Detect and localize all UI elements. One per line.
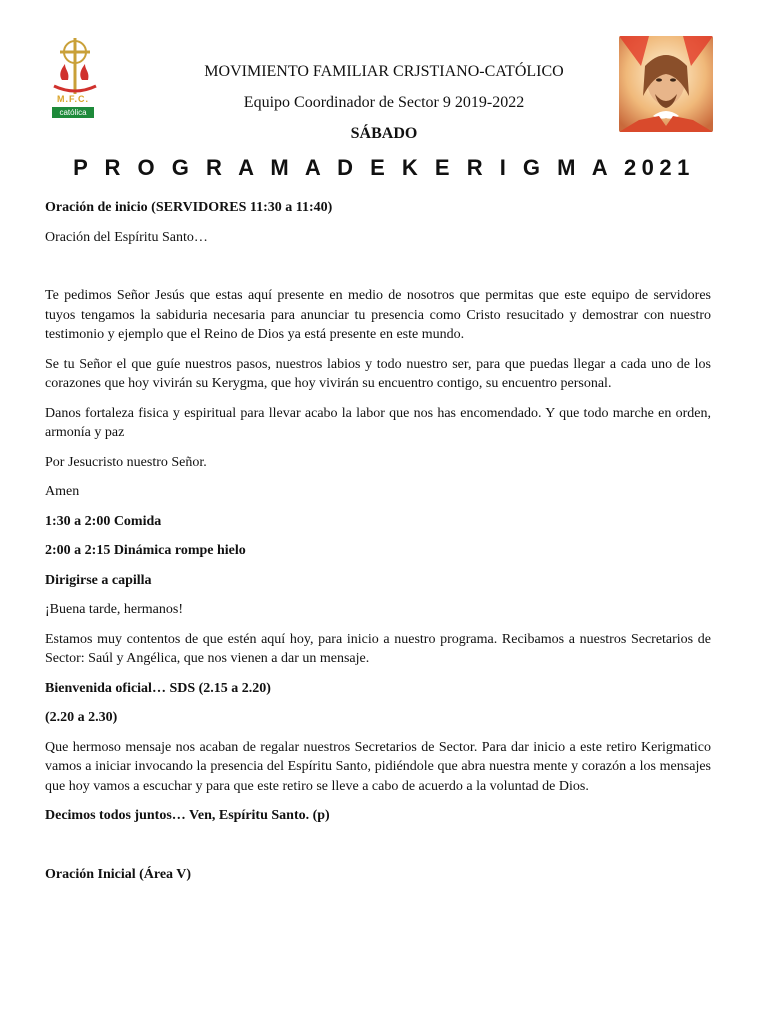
- section-heading: Oración Inicial (Área V): [45, 866, 192, 882]
- paragraph: Estamos muy contentos de que estén aquí hoy, para inicio a nuestro programa. Recibamos a nuestros Secretarios de Sector: Saúl y Angélica, que nos vienen a dar un mensaje.: [45, 631, 711, 666]
- team-name: Equipo Coordinador de Sector 9 2019-2022: [243, 94, 525, 111]
- paragraph: Te pedimos Señor Jesús que estas aquí presente en medio de nosotros que permitas que este equipo de servidores tuyos tengamos la sabiduria necesaria para anunciar tu presencia como Cristo resucitado y demostrar con nuestro testimonio y ejemplo que el Reino de Dios ya está presente en este mundo.: [45, 288, 711, 342]
- paragraph: Amen: [45, 484, 80, 499]
- page-title: P R O G R A M A D E K E R I G M A 2021: [73, 155, 695, 180]
- section-heading: 1:30 a 2:00 Comida: [45, 513, 162, 529]
- section-heading: Bienvenida oficial… SDS (2.15 a 2.20): [45, 680, 271, 696]
- paragraph: Se tu Señor el que guíe nuestros pasos, nuestros labios y todo nuestro ser, para que puedas llegar a cada uno de los corazones que hoy vivirán su Kerygma, que hoy vivirán su encuentro contigo, su encuentro personal.: [45, 356, 711, 391]
- section-heading: 2:00 a 2:15 Dinámica rompe hielo: [45, 543, 246, 558]
- logo-text: M.F.C.: [57, 94, 89, 104]
- logo-badge: católica: [52, 107, 94, 118]
- paragraph: Oración del Espíritu Santo…: [45, 229, 208, 245]
- day-label: SÁBADO: [350, 125, 418, 142]
- paragraph: Danos fortaleza fisica y espiritual para llevar acabo la labor que nos has encomendado. Y que todo marche en orden, armonía y paz: [45, 405, 711, 440]
- section-heading: Oración de inicio (SERVIDORES 11:30 a 11:40): [45, 200, 333, 215]
- paragraph: ¡Buena tarde, hermanos!: [45, 602, 183, 617]
- section-heading: Dirigirse a capilla: [45, 572, 152, 588]
- organization-name: MOVIMIENTO FAMILIAR CRJSTIANO-CATÓLICO: [204, 63, 564, 80]
- document-body: [45, 198, 711, 894]
- section-heading: Decimos todos juntos… Ven, Espíritu Santo. (p): [45, 808, 330, 823]
- jesus-image: [619, 36, 713, 132]
- paragraph: Por Jesucristo nuestro Señor.: [45, 454, 207, 470]
- paragraph: Que hermoso mensaje nos acaban de regalar nuestros Secretarios de Sector. Para dar inicio a este retiro Kerigmatico vamos a iniciar invocando la presencia del Espíritu Santo, pidiéndole que abra nuestra mente y corazón a los mensajes que hoy vamos a escuchar y para que este retiro se lleve a cabo de acuerdo a la voluntad de Dios.: [45, 739, 711, 794]
- section-heading: (2.20 a 2.30): [45, 710, 118, 725]
